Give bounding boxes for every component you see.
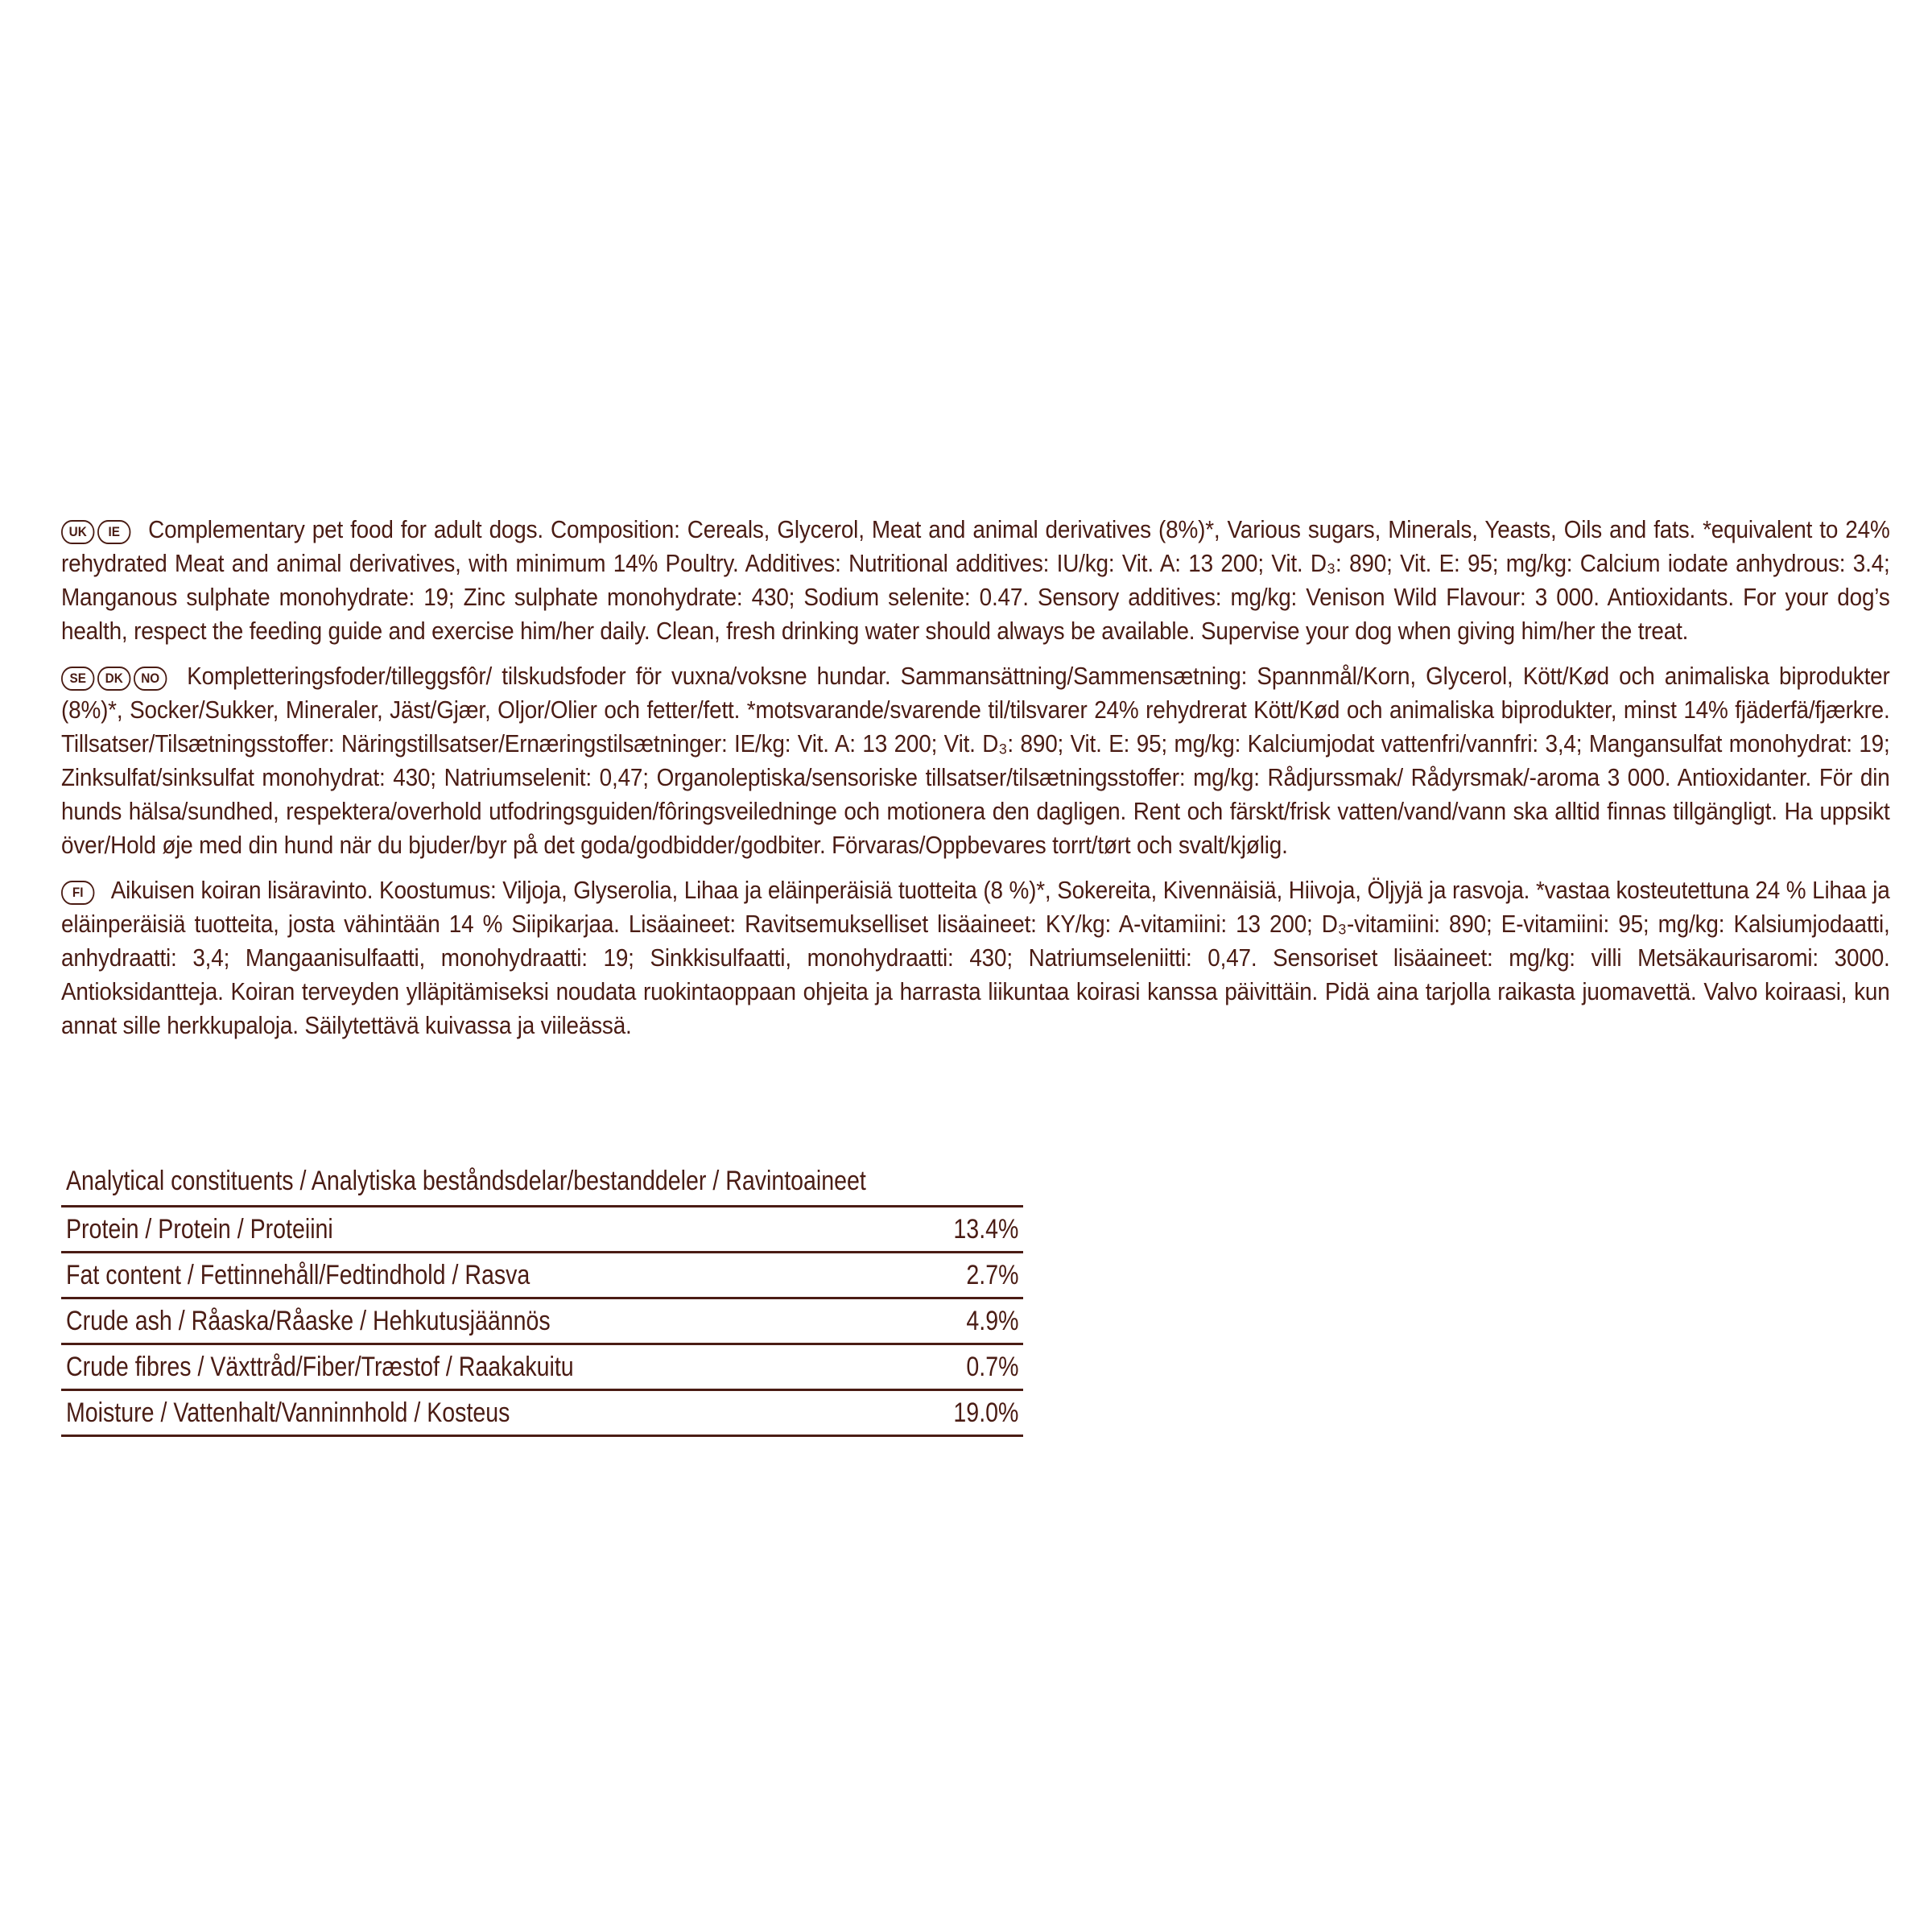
analytical-constituents-table (61, 1157, 1023, 1437)
paragraph-scandinavian (61, 659, 1890, 862)
country-badge-dk: DK (97, 667, 130, 691)
ingredients-label (61, 513, 1890, 1054)
table-header: Analytical constituents / Analytiska beståndsdelar/bestanddeler / Ravintoaineet (61, 1157, 1023, 1207)
paragraph-text: Kompletteringsfoder/tilleggsfôr/ tilskudsfoder för vuxna/voksne hundar. Sammansättning/Sammensætning: Spannmål/Korn, Glycerol, Kött/Kød och animaliska biprodukter (8%)*, Socker/Sukker, Mineraler, Jäst/Gjær, Oljor/Olier och fetter/fett. *motsvarande/svarende til/tilsvarer 24% rehydrerat Kött/Kød och animaliska biprodukter, minst 14% fjäderfä/fjærkre. Tillsatser/Tilsætningsstoffer: Näringstillsatser/Ernæringstilsætninger: IE/kg: Vit. A: 13 200; Vit. D₃: 890; Vit. E: 95; mg/kg: Kalciumjodat vattenfri/vannfri: 3,4; Mangansulfat monohydrat: 19; Zinksulfat/sinksulfat monohydrat: 430; Natriumselenit: 0,47; Organoleptiska/sensoriske tillsatser/tilsætningsstoffer: mg/kg: Rådjurssmak/ Rådyrsmak/-aroma 3 000. Antioxidanter. För din hunds hälsa/sundhed, respektera/overhold utfodringsguiden/fôringsveiledninge och motionera den dagligen. Rent och färskt/frisk vatten/vand/vann ska alltid finnas tillgängligt. Ha uppsikt över/Hold øje med din hund när du bjuder/byr på det goda/godbidder/godbiter. Förvaras/Oppbevares torrt/tørt och svalt/kjølig. (61, 662, 1890, 859)
constituent-label: Crude fibres / Växttråd/Fiber/Træstof / Raakakuitu (61, 1344, 903, 1390)
table-row (61, 1298, 1023, 1344)
constituent-label: Moisture / Vattenhalt/Vanninnhold / Kosteus (61, 1390, 903, 1436)
language-badges-se-dk-no (61, 662, 180, 690)
language-badges-fi (61, 876, 104, 904)
table-row (61, 1253, 1023, 1298)
table-row (61, 1390, 1023, 1436)
country-badge-se: SE (61, 667, 94, 691)
paragraph-text: Aikuisen koiran lisäravinto. Koostumus: Viljoja, Glyserolia, Lihaa ja eläinperäisiä tuotteita (8 %)*, Sokereita, Kivennäisiä, Hiivoja, Öljyjä ja rasvoja. *vastaa kosteutettuna 24 % Lihaa ja eläinperäisiä tuotteita, josta vähintään 14 % Siipikarjaa. Lisäaineet: Ravitsemukselliset lisäaineet: KY/kg: A-vitamiini: 13 200; D₃-vitamiini: 890; E-vitamiini: 95; mg/kg: Kalsiumjodaatti, anhydraatti: 3,4; Mangaanisulfaatti, monohydraatti: 19; Sinkkisulfaatti, monohydraatti: 430; Natriumseleniitti: 0,47. Sensoriset lisäaineet: mg/kg: villi Metsäkaurisaromi: 3000. Antioksidantteja. Koiran terveyden ylläpitämiseksi noudata ruokintaoppaan ohjeita ja harrasta liikuntaa koirasi kanssa päivittäin. Pidä aina tarjolla raikasta juomavettä. Valvo koiraasi, kun annat sille herkkupaloja. Säilytettävä kuivassa ja viileässä. (61, 876, 1890, 1039)
table-row (61, 1207, 1023, 1253)
language-badges-uk-ie (61, 515, 141, 543)
constituent-value: 19.0% (903, 1390, 1023, 1436)
country-badge-uk: UK (61, 520, 94, 544)
constituent-value: 4.9% (903, 1298, 1023, 1344)
constituent-value: 13.4% (903, 1207, 1023, 1253)
constituent-label: Fat content / Fettinnehåll/Fedtindhold / Rasva (61, 1253, 903, 1298)
table-header-row (61, 1157, 1023, 1207)
constituent-value: 0.7% (903, 1344, 1023, 1390)
constituent-label: Protein / Protein / Proteiini (61, 1207, 903, 1253)
table-row (61, 1344, 1023, 1390)
country-badge-ie: IE (97, 520, 130, 544)
country-badge-no: NO (134, 667, 167, 691)
paragraph-text: Complementary pet food for adult dogs. Composition: Cereals, Glycerol, Meat and animal derivatives (8%)*, Various sugars, Minerals, Yeasts, Oils and fats. *equivalent to 24% rehydrated Meat and animal derivatives, with minimum 14% Poultry. Additives: Nutritional additives: IU/kg: Vit. A: 13 200; Vit. D₃: 890; Vit. E: 95; mg/kg: Calcium iodate anhydrous: 3.4; Manganous sulphate monohydrate: 19; Zinc sulphate monohydrate: 430; Sodium selenite: 0.47. Sensory additives: mg/kg: Venison Wild Flavour: 3 000. Antioxidants. For your dog’s health, respect the feeding guide and exercise him/her daily. Clean, fresh drinking water should always be available. Supervise your dog when giving him/her the treat. (61, 515, 1890, 645)
country-badge-fi: FI (61, 881, 94, 905)
constituent-value: 2.7% (903, 1253, 1023, 1298)
paragraph-finnish (61, 873, 1890, 1042)
paragraph-english (61, 513, 1890, 648)
constituent-label: Crude ash / Råaska/Råaske / Hehkutusjäännös (61, 1298, 903, 1344)
